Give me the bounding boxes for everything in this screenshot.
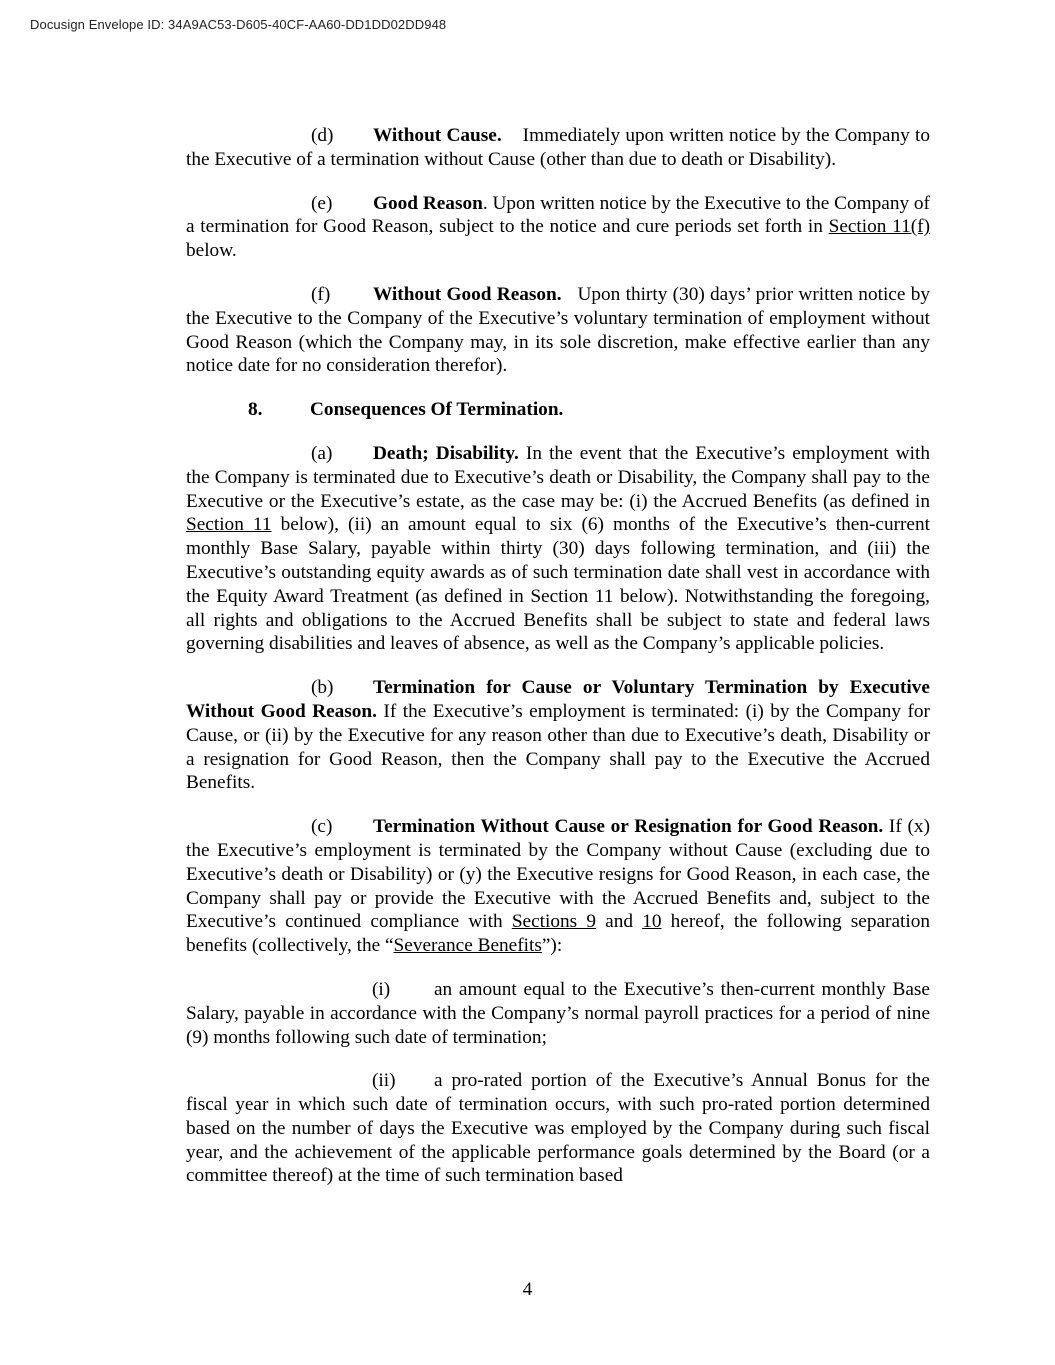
paragraph-8a-text-1: In the event that the Executive’s employment with the Company is terminated due to Executive’s death or Disability, the Company shall pay to the Executive or the Executive’s estate, as the case may be: (i) the Accrued Benefits (as defined in <box>186 442 931 512</box>
paragraph-8c-ii-text: a pro-rated portion of the Executive’s Annual Bonus for the fiscal year in which such date of termination occurs, with such pro-rated portion determined based on the number of days the Executive was employed by the Company during such fiscal year, and the achievement of the applicable performance goals determined by the Board (or a committee thereof) at the time of such termination based <box>186 1070 930 1187</box>
section-11-link[interactable]: Section 11 <box>186 514 272 536</box>
paragraph-8a-text-2: below), (ii) an amount equal to six (6) months of the Executive’s then-current monthly Base Salary, payable within thirty (30) days following termination, and (iii) the Executive’s outstanding equity awards as of such termination date shall vest in accordance with the Equity Award Treatment (as defined in Section 11 below). Notwithstanding the foregoing, all rights and obligations to the Accrued Benefits shall be subject to state and federal laws governing disabilities and leaves of absence, as well as the Company’s applicable policies. <box>186 514 930 655</box>
paragraph-8c-ii-number: (ii) <box>372 1070 396 1092</box>
paragraph-7f-title: Without Good Reason. <box>373 283 562 305</box>
paragraph-7d <box>186 124 930 172</box>
paragraph-7f <box>186 283 930 378</box>
paragraph-7f-text: Upon thirty (30) days’ prior written notice by the Executive to the Company of the Executive’s voluntary termination of employment without Good Reason (which the Company may, in its sole discretion, make effective earlier than any notice date for no consideration therefor). <box>186 283 930 377</box>
section-8-title: Consequences Of Termination. <box>310 399 564 421</box>
paragraph-8c-i <box>186 978 930 1049</box>
paragraph-7e-number: (e) <box>311 192 333 214</box>
paragraph-7d-number: (d) <box>311 125 334 146</box>
paragraph-8c-i-number: (i) <box>372 978 391 1000</box>
paragraph-8b-title: Termination for Cause or Voluntary Termination by Executive Without Good Reason. <box>186 677 930 722</box>
paragraph-7f-number: (f) <box>311 283 331 305</box>
paragraph-8c-text-3: ”): <box>541 935 563 957</box>
docusign-envelope-id: Docusign Envelope ID: 34A9AC53-D605-40CF-AA60-DD1DD02DD948 <box>30 17 447 32</box>
paragraph-8b <box>186 676 930 795</box>
paragraph-8c-ii <box>186 1069 930 1188</box>
paragraph-8b-text: If the Executive’s employment is terminated: (i) by the Company for Cause, or (ii) by the Executive for any reason other than due to Executive’s death, Disability or a resignation for Good Reason, then the Company shall pay to the Executive the Accrued Benefits. <box>186 700 930 794</box>
paragraph-8a-number: (a) <box>311 442 333 464</box>
section-8-number: 8. <box>248 399 263 421</box>
paragraph-8c <box>186 815 930 958</box>
section-10-link[interactable]: 10 <box>642 911 662 933</box>
paragraph-7e <box>186 192 930 263</box>
paragraph-7e-title: Good Reason <box>373 192 483 214</box>
paragraph-7e-text-2: below. <box>186 240 237 262</box>
section-8-heading <box>186 398 930 422</box>
paragraph-8c-i-text: an amount equal to the Executive’s then-current monthly Base Salary, payable in accordance with the Company’s normal payroll practices for a period of nine (9) months following such date of termination; <box>186 978 930 1048</box>
paragraph-7d-title: Without Cause. <box>373 125 502 146</box>
paragraph-7d-text: Immediately upon written notice by the Company to the Executive of a termination without Cause (other than due to death or Disability). <box>186 125 930 170</box>
paragraph-8a-title: Death; Disability. <box>373 442 519 464</box>
paragraph-8c-number: (c) <box>311 816 333 838</box>
paragraph-8c-and: and <box>595 911 643 933</box>
sections-9-link[interactable]: Sections 9 <box>511 911 596 933</box>
paragraph-7e-text-1: . Upon written notice by the Executive to the Company of a termination for Good Reason, subject to the notice and cure periods set forth in <box>186 192 930 238</box>
page-number: 4 <box>522 1279 533 1300</box>
paragraph-8b-number: (b) <box>311 677 334 699</box>
paragraph-8c-title: Termination Without Cause or Resignation for Good Reason. <box>373 816 884 838</box>
document-body <box>186 124 930 1208</box>
section-11f-link[interactable]: Section 11(f) <box>828 216 931 238</box>
paragraph-8a <box>186 442 930 656</box>
paragraph-8c-text-2: hereof, the following separation benefits (collectively, the “ <box>186 911 930 957</box>
paragraph-8c-text-1: If (x) the Executive’s employment is terminated by the Company without Cause (excluding due to Executive’s death or Disability) or (y) the Executive resigns for Good Reason, in each case, the Company shall pay or provide the Executive with the Accrued Benefits and, subject to the Executive’s continued compliance with <box>186 816 930 933</box>
severance-benefits-term: Severance Benefits <box>393 935 542 957</box>
